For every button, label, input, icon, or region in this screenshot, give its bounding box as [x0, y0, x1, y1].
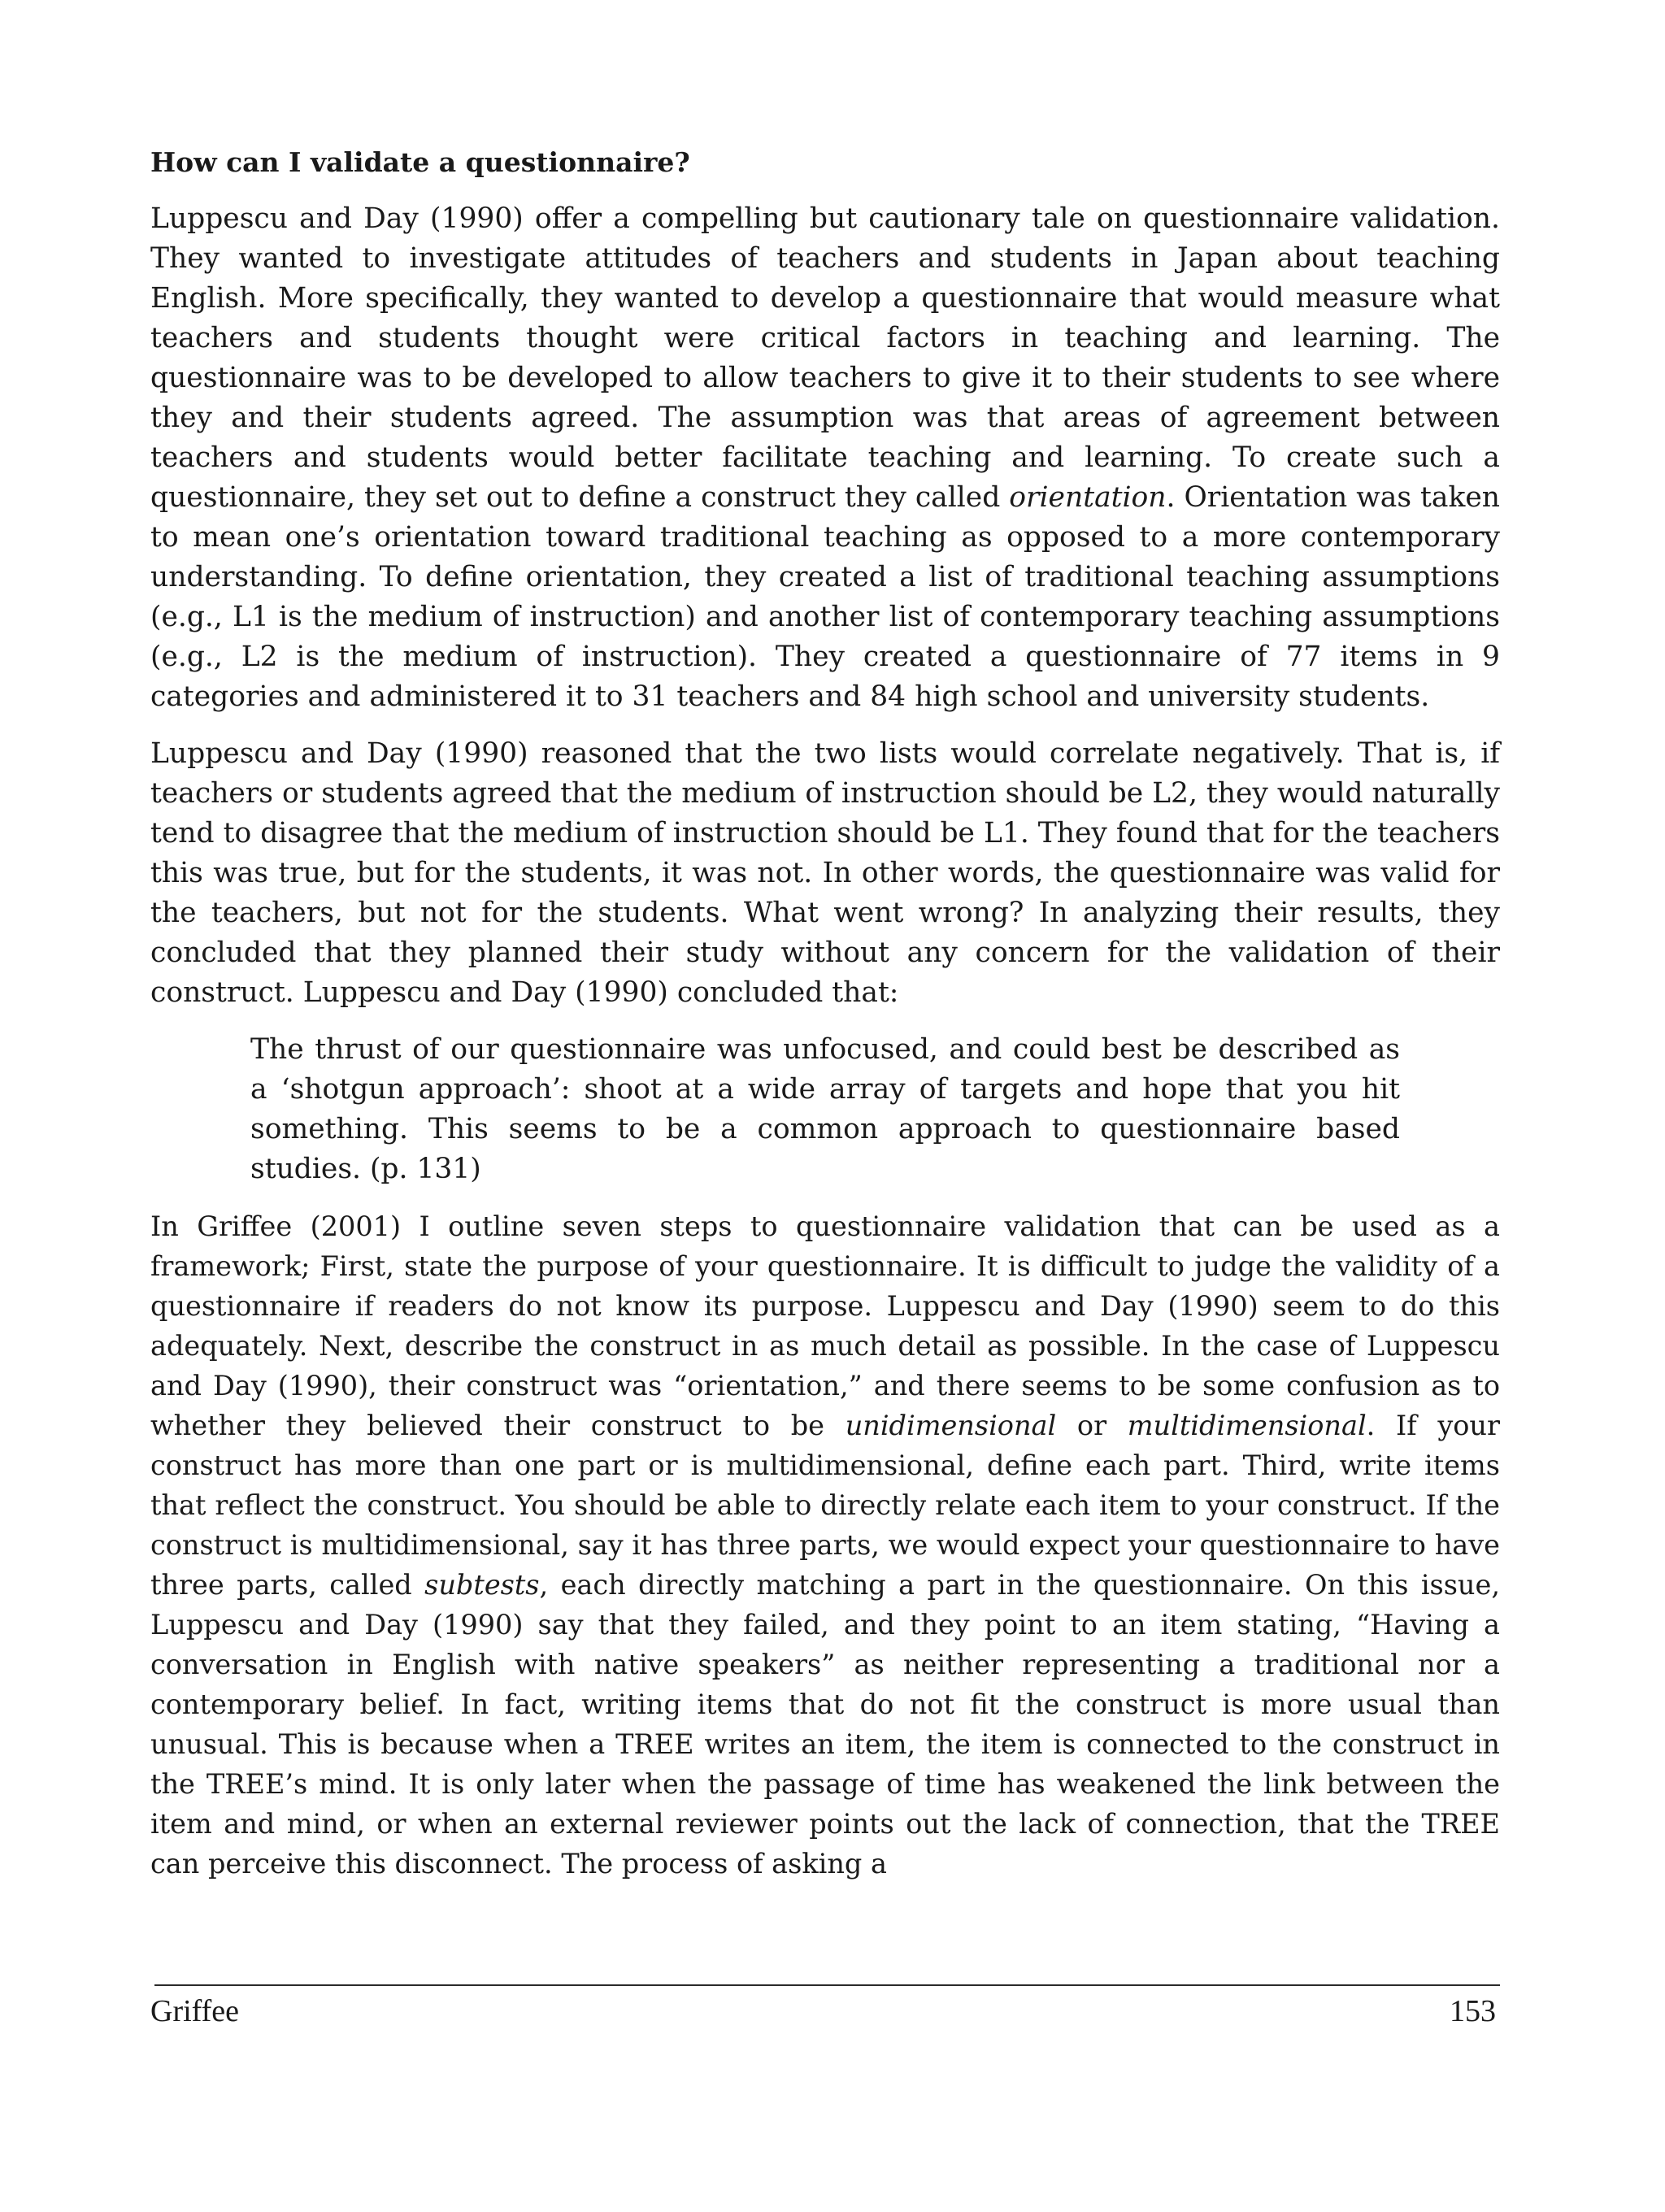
page-number: 153 [1450, 1994, 1496, 2028]
paragraph-3-text-d: , each directly matching a part in the questionnaire. On this issue, Luppescu and Day (1990) say that they failed, and they point to an item stating, “Having a conversation in English with native speakers” as neither representing a traditional nor a contemporary belief. In fact, writing items that do not fit the construct is more usual than unusual. This is because when a TREE writes an item, the item is connected to the construct in the TREE’s mind. It is only later when the passage of time has weakened the link between the item and mind, or when an external reviewer points out the lack of connection, that the TREE can perceive this disconnect. The process of asking a [150, 1569, 1500, 1880]
page-body [150, 142, 1500, 1901]
term-unidimensional: unidimensional [845, 1410, 1057, 1441]
footer-author: Griffee [150, 1994, 240, 2028]
paragraph-1-text-a: Luppescu and Day (1990) offer a compelling but cautionary tale on questionnaire validation. They wanted to investigate attitudes of teachers and students in Japan about teaching English. More specifically, they wanted to develop a questionnaire that would measure what teachers and students thought were critical factors in teaching and learning. The questionnaire was to be developed to allow teachers to give it to their students to see where they and their students agreed. The assumption was that areas of agreement between teachers and students would better facilitate teaching and learning. To create such a questionnaire, they set out to define a construct they called [150, 202, 1500, 514]
paragraph-2: Luppescu and Day (1990) reasoned that the two lists would correlate negatively. That is, if teachers or students agreed that the medium of instruction should be L2, they would naturally tend to disagree that the medium of instruction should be L1. They found that for the teachers this was true, but for the students, it was not. In other words, the questionnaire was valid for the teachers, but not for the students. What went wrong? In analyzing their results, they concluded that they planned their study without any concern for the validation of their construct. Luppescu and Day (1990) concluded that: [150, 737, 1500, 1009]
paragraph-1 [150, 199, 1500, 717]
term-multidimensional: multidimensional [1127, 1410, 1367, 1441]
term-subtests: subtests [424, 1569, 540, 1601]
section-heading: How can I validate a questionnaire? [150, 146, 690, 178]
paragraph-3-text-b: or [1056, 1410, 1128, 1441]
paragraph-1-text-b: . Orientation was taken to mean one’s orientation toward traditional teaching as opposed to a more contemporary understanding. To define orientation, they created a list of traditional teaching assumptions (e.g., L1 is the medium of instruction) and another list of contemporary teaching assumptions (e.g., L2 is the medium of instruction). They created a questionnaire of 77 items in 9 categories and administered it to 31 teachers and 84 high school and university students. [150, 481, 1500, 713]
paragraph-3 [150, 1206, 1500, 1884]
paragraph-3-text-a: In Griffee (2001) I outline seven steps to questionnaire validation that can be used as a framework; First, state the purpose of your questionnaire. It is difficult to judge the validity of a questionnaire if readers do not know its purpose. Luppescu and Day (1990) seem to do this adequately. Next, describe the construct in as much detail as possible. In the case of Luppescu and Day (1990), their construct was “orientation,” and there seems to be some confusion as to whether they believed their construct to be [150, 1210, 1500, 1441]
footer-divider [154, 1984, 1500, 1986]
paragraph-3-text-c: . If your construct has more than one part or is multidimensional, define each part. Third, write items that reflect the construct. You should be able to directly relate each item to your construct. If the construct is multidimensional, say it has three parts, we would expect your questionnaire to have three parts, called [150, 1410, 1500, 1601]
term-orientation: orientation [1009, 481, 1167, 514]
block-quote: The thrust of our questionnaire was unfocused, and could best be described as a ‘shotgun approach’: shoot at a wide array of targets and hope that you hit something. This seems to be a common approach to questionnaire based studies. (p. 131) [250, 1033, 1400, 1185]
